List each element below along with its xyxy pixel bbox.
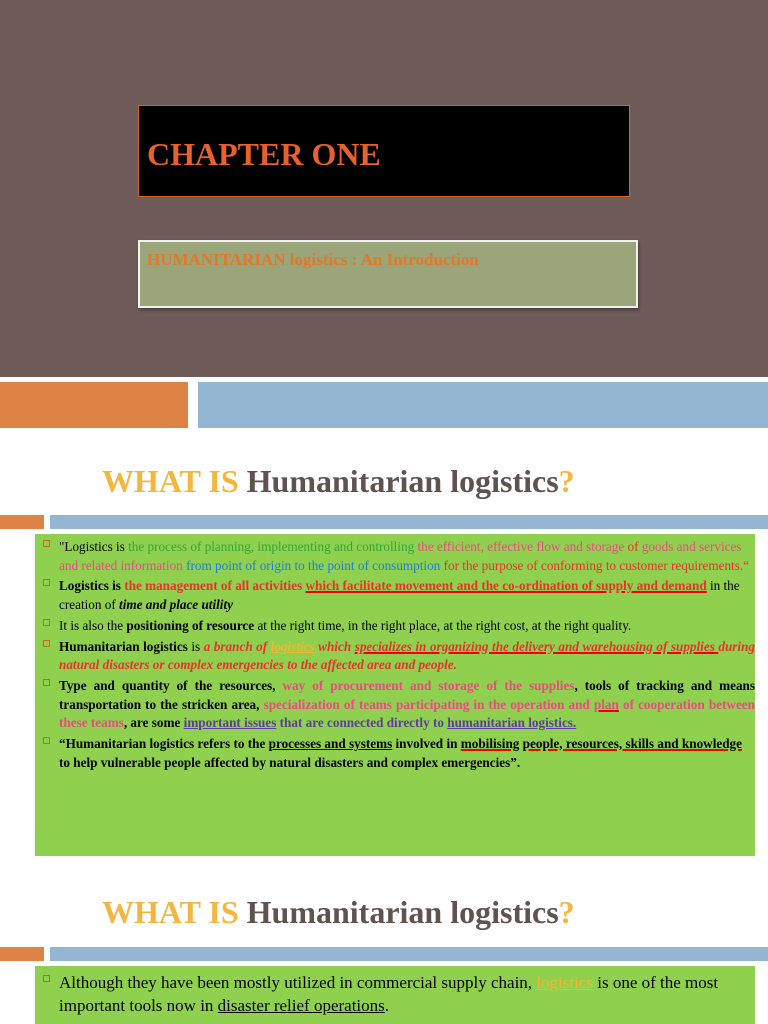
text: at the right time, in the right place, at the right cost, at the right quality. — [254, 617, 632, 633]
subtitle-box — [138, 240, 638, 308]
chapter-subtitle: HUMANITARIAN logistics : An Introduction — [147, 250, 479, 269]
text: during natural disasters or complex emergencies to the affected area and people. — [59, 638, 756, 673]
text: humanitarian logistics. — [447, 715, 577, 731]
text: mobilising people, resources, skills and knowledge — [460, 736, 743, 752]
text: specialization of teams participating in the operation and — [263, 696, 594, 712]
bullet-square-icon — [43, 579, 50, 586]
text: , — [272, 677, 283, 693]
slide2-heading — [102, 463, 575, 500]
bullet-logistics-definition — [35, 538, 755, 575]
text: to help vulnerable people affected by natural disasters and complex emergencies”. — [59, 754, 521, 770]
bullet-logistics-tools — [35, 971, 755, 1017]
slide2-blue-rule — [50, 515, 768, 529]
bullet-square-icon — [43, 619, 50, 626]
text: , tools of tracking and means transportation to the stricken area, — [59, 677, 756, 712]
chapter-title-box — [138, 105, 630, 197]
heading-what-is: WHAT IS — [102, 463, 239, 499]
text: Logistics is — [59, 578, 125, 594]
text: It is also the — [59, 617, 127, 633]
text: plan — [593, 696, 619, 712]
text: logistics — [536, 973, 593, 992]
text: which — [314, 638, 355, 654]
text: from point of origin to the point of consumption — [186, 557, 441, 573]
text: of cooperation between these teams — [59, 696, 755, 731]
slide3-blue-rule — [50, 947, 768, 961]
text: disaster relief operations — [217, 996, 385, 1015]
text: involved in — [392, 736, 461, 752]
bullet-humanitarian-branch — [35, 638, 755, 675]
text: "Logistics is — [59, 539, 129, 554]
text: processes and systems — [268, 736, 393, 752]
slide2-content-box — [35, 534, 755, 856]
text: time and place utility — [119, 597, 233, 613]
text: that are connected directly to — [276, 715, 448, 731]
heading-what-is: WHAT IS — [102, 894, 239, 930]
bullet-logistics-management — [35, 577, 755, 614]
text: positioning of resource — [126, 617, 255, 633]
slide3-orange-rule — [0, 947, 44, 961]
heading-topic: Humanitarian logistics — [238, 463, 559, 499]
heading-question-mark: ? — [558, 894, 575, 930]
text: the process of planning, implementing and controlling — [128, 539, 415, 554]
bullet-humanitarian-quote — [35, 735, 755, 772]
bullet-square-icon — [43, 540, 50, 547]
text: of — [627, 539, 639, 554]
text: important issues — [183, 715, 277, 731]
bullet-square-icon — [43, 975, 50, 982]
slide2-orange-rule — [0, 515, 44, 529]
slide3-content-box — [35, 966, 755, 1024]
text: Humanitarian logistics — [59, 638, 188, 654]
text: the efficient, effective flow and storage — [414, 539, 628, 554]
text: for the purpose of conforming to customer requirements.“ — [440, 557, 749, 573]
title-slide — [0, 0, 768, 377]
text: . — [384, 996, 390, 1015]
text: which facilitate movement and the co-ordination of supply and demand — [305, 578, 707, 594]
text: is one of the most important tools now in — [59, 973, 719, 1015]
text: logistics — [270, 638, 315, 654]
text: the management of all activities — [124, 578, 306, 594]
bullet-resources-issues — [35, 677, 755, 733]
text: goods and services and related information — [59, 539, 742, 573]
bullet-square-icon — [43, 737, 50, 744]
text: “Humanitarian logistics refers to the — [59, 736, 269, 752]
text: , are some — [123, 715, 184, 731]
text: is — [187, 638, 204, 654]
text: Although they have been mostly utilized in commercial supply chain, — [59, 973, 537, 992]
text: in the creation of — [59, 578, 740, 613]
text: a branch of — [203, 638, 271, 654]
heading-question-mark: ? — [558, 463, 575, 499]
bullet-square-icon — [43, 679, 50, 686]
text: specializes in organizing the delivery and warehousing of supplies — [354, 638, 719, 654]
chapter-title: CHAPTER ONE — [147, 136, 381, 172]
slide3-heading — [102, 894, 575, 931]
divider-orange-bar — [0, 382, 188, 428]
heading-topic: Humanitarian logistics — [238, 894, 559, 930]
text: Type and quantity of the resources — [59, 677, 273, 693]
bullet-positioning — [35, 617, 755, 636]
bullet-square-icon — [43, 640, 50, 647]
text: way of procurement and storage of the supplies — [282, 677, 575, 693]
divider-blue-bar — [198, 382, 768, 428]
